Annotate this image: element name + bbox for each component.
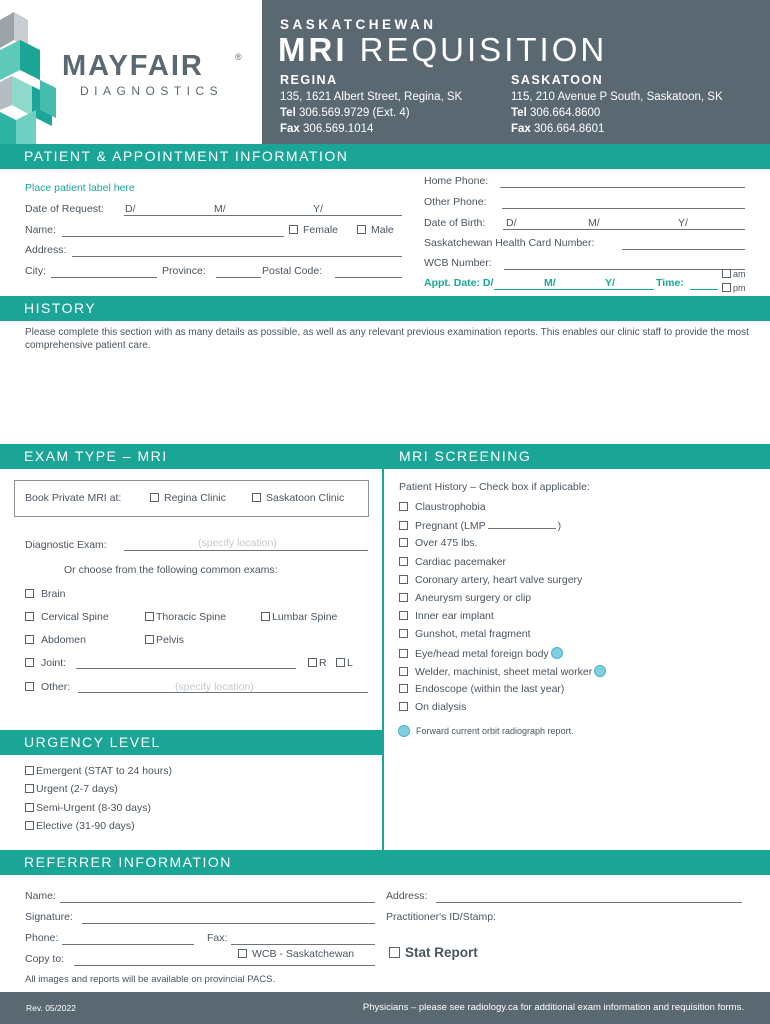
- screening-checkbox[interactable]: [399, 702, 408, 711]
- screening-footnote: Forward current orbit radiograph report.: [416, 726, 574, 736]
- screening-checkbox[interactable]: [399, 667, 408, 676]
- male-checkbox[interactable]: Male: [357, 224, 394, 236]
- screening-checkbox[interactable]: [399, 629, 408, 638]
- am-checkbox[interactable]: am: [722, 269, 746, 279]
- urgency-section-header: URGENCY LEVEL: [0, 730, 383, 755]
- screening-item[interactable]: [399, 519, 561, 532]
- lmp-field[interactable]: [488, 519, 556, 529]
- saskatoon-clinic-checkbox[interactable]: Saskatoon Clinic: [252, 492, 344, 504]
- address-field[interactable]: [72, 256, 402, 257]
- diagnostic-exam-hint: (specify location): [198, 537, 277, 549]
- city-label: City:: [25, 265, 46, 277]
- screening-item-label: Coronary artery, heart valve surgery: [415, 573, 583, 586]
- history-textarea[interactable]: [20, 355, 760, 440]
- home-phone-field[interactable]: [500, 187, 745, 188]
- ref-fax-field[interactable]: [231, 944, 375, 945]
- screening-checkbox[interactable]: [399, 502, 408, 511]
- name-field[interactable]: [62, 236, 284, 237]
- logo-area: [0, 0, 262, 145]
- thoracic-checkbox[interactable]: Thoracic Spine: [145, 611, 226, 623]
- joint-r-checkbox[interactable]: R: [308, 657, 327, 669]
- ref-copyto-field[interactable]: [74, 965, 375, 966]
- health-card-label: Saskatchewan Health Card Number:: [424, 237, 595, 249]
- pelvis-checkbox[interactable]: Pelvis: [145, 634, 184, 646]
- footnote-icon: [398, 725, 410, 738]
- screening-item[interactable]: [399, 701, 466, 713]
- logo-subtext: DIAGNOSTICS: [80, 84, 224, 98]
- form-title-light: REQUISITION: [359, 31, 608, 68]
- urgency-item-label: Semi-Urgent (8-30 days): [36, 801, 151, 814]
- screening-checkbox[interactable]: [399, 684, 408, 693]
- screening-subtitle: Patient History – Check box if applicable:: [399, 481, 590, 493]
- screening-item[interactable]: [399, 592, 531, 604]
- screening-item-label: Aneurysm surgery or clip: [415, 592, 532, 604]
- diagnostic-exam-label: Diagnostic Exam:: [25, 539, 107, 551]
- urgency-checkbox[interactable]: [25, 766, 34, 775]
- screening-item[interactable]: [399, 610, 494, 622]
- regina-location: [280, 73, 462, 137]
- history-section-header: HISTORY: [0, 296, 770, 321]
- revision-label: Rev. 05/2022: [26, 1003, 76, 1013]
- screening-item-label: Pregnant (LMP: [415, 520, 486, 533]
- dob-d: D/: [506, 217, 517, 229]
- regina-fax: Fax 306.569.1014: [280, 123, 374, 135]
- referrer-section-header: REFERRER INFORMATION: [0, 850, 770, 875]
- footer-bar: [0, 992, 770, 1024]
- postal-field[interactable]: [335, 277, 402, 278]
- dob-label: Date of Birth:: [424, 217, 486, 229]
- screening-item-label: Eye/head metal foreign body: [415, 647, 549, 660]
- ref-name-label: Name:: [25, 890, 56, 902]
- screening-item-label: Claustrophobia: [415, 501, 486, 513]
- ref-name-field[interactable]: [60, 902, 375, 903]
- appt-time-label: Time:: [656, 277, 684, 289]
- urgency-item[interactable]: [25, 783, 118, 795]
- dob-y: Y/: [678, 217, 688, 229]
- date-request-label: Date of Request:: [25, 203, 104, 215]
- other-field[interactable]: [78, 692, 368, 693]
- joint-l-checkbox[interactable]: L: [336, 657, 353, 669]
- health-card-field[interactable]: [622, 249, 745, 250]
- screening-checkbox[interactable]: [399, 538, 408, 547]
- saskatoon-address: 115, 210 Avenue P South, Saskatoon, SK: [511, 91, 723, 103]
- female-checkbox[interactable]: Female: [289, 224, 338, 236]
- orbit-radiograph-icon: [594, 665, 606, 677]
- ref-practitioner-label: Practitioner's ID/Stamp:: [386, 911, 496, 923]
- screening-item[interactable]: [399, 665, 606, 678]
- name-label: Name:: [25, 224, 56, 236]
- patient-label-placeholder: Place patient label here: [25, 182, 135, 194]
- wcb-sask-checkbox[interactable]: WCB - Saskatchewan: [238, 948, 354, 960]
- ref-phone-label: Phone:: [25, 932, 59, 944]
- address-label: Address:: [25, 244, 67, 256]
- screening-item[interactable]: [399, 683, 564, 695]
- screening-checkbox[interactable]: [399, 557, 408, 566]
- screening-item[interactable]: [399, 647, 563, 660]
- orbit-radiograph-icon: [551, 647, 563, 659]
- lumbar-checkbox[interactable]: Lumbar Spine: [261, 611, 337, 623]
- screening-checkbox[interactable]: [399, 649, 408, 658]
- screening-item[interactable]: [399, 574, 582, 586]
- appt-date-m: M/: [544, 277, 556, 289]
- saskatoon-tel: Tel 306.664.8600: [511, 107, 601, 119]
- header-province: SASKATCHEWAN: [280, 17, 437, 32]
- ref-address-field[interactable]: [436, 902, 742, 903]
- urgency-item[interactable]: [25, 765, 172, 777]
- book-private-label: Book Private MRI at:: [25, 492, 122, 504]
- appt-time-field[interactable]: [690, 289, 718, 290]
- postal-label: Postal Code:: [262, 265, 323, 277]
- screening-checkbox[interactable]: [399, 611, 408, 620]
- patient-section-header: PATIENT & APPOINTMENT INFORMATION: [0, 144, 770, 169]
- dob-field[interactable]: [503, 229, 745, 230]
- diagnostic-exam-field[interactable]: [124, 550, 368, 551]
- other-checkbox[interactable]: Other:: [25, 681, 70, 693]
- history-instructions: Please complete this section with as many details as possible, as well as any relevant previous examination reports. This enables our clinic staff to provide the most comprehensive patient care.: [25, 327, 749, 351]
- appt-date-label: Appt. Date: D/: [424, 277, 494, 289]
- abdomen-checkbox[interactable]: Abdomen: [25, 634, 86, 646]
- screening-section-header: MRI SCREENING: [383, 444, 770, 469]
- city-field[interactable]: [51, 277, 157, 278]
- screening-item[interactable]: [399, 501, 486, 513]
- regina-tel: Tel 306.569.9729 (Ext. 4): [280, 107, 410, 119]
- screening-item-label: Over 475 lbs.: [415, 537, 478, 550]
- header-panel: [262, 0, 770, 145]
- screening-item-label: Cardiac pacemaker: [415, 555, 507, 568]
- logo-text: MAYFAIR: [62, 50, 204, 82]
- saskatoon-fax: Fax 306.664.8601: [511, 123, 605, 135]
- dob-m: M/: [588, 217, 600, 229]
- province-field[interactable]: [216, 277, 261, 278]
- screening-checkbox[interactable]: [399, 593, 408, 602]
- regina-clinic-checkbox[interactable]: Regina Clinic: [150, 492, 226, 504]
- screening-checkbox[interactable]: [399, 575, 408, 584]
- urgency-item-label: Elective (31-90 days): [36, 819, 135, 832]
- lmp-close: ): [557, 520, 562, 533]
- pm-checkbox[interactable]: pm: [722, 283, 746, 293]
- urgency-item-label: Emergent (STAT to 24 hours): [36, 765, 172, 777]
- stat-report-checkbox[interactable]: Stat Report: [389, 945, 478, 960]
- screening-item-label: Gunshot, metal fragment: [415, 628, 531, 641]
- form-title-bold: MRI: [278, 31, 348, 68]
- date-request-field[interactable]: [124, 215, 402, 216]
- common-exams-label: Or choose from the following common exams:: [64, 564, 278, 576]
- wcb-field[interactable]: [504, 269, 745, 270]
- ref-fax-label: Fax:: [207, 932, 228, 944]
- brain-checkbox[interactable]: Brain: [25, 588, 66, 600]
- urgency-checkbox[interactable]: [25, 784, 34, 793]
- home-phone-label: Home Phone:: [424, 175, 489, 187]
- urgency-item[interactable]: [25, 820, 135, 832]
- date-request-y: Y/: [313, 203, 323, 215]
- screening-item[interactable]: [399, 537, 477, 549]
- screening-divider: [382, 469, 384, 850]
- province-label: Province:: [162, 265, 206, 277]
- regina-heading: REGINA: [280, 73, 338, 87]
- other-phone-field[interactable]: [502, 208, 745, 209]
- screening-item-label: Welder, machinist, sheet metal worker: [415, 665, 593, 678]
- other-hint: (specify location): [175, 681, 254, 693]
- urgency-item-label: Urgent (2-7 days): [36, 783, 118, 796]
- joint-field[interactable]: [76, 668, 296, 669]
- appt-date-field[interactable]: [494, 289, 654, 290]
- screening-item[interactable]: [399, 628, 531, 640]
- pacs-note: All images and reports will be available on provincial PACS.: [25, 974, 276, 985]
- registered-mark: ®: [235, 52, 242, 62]
- ref-phone-field[interactable]: [62, 944, 194, 945]
- wcb-label: WCB Number:: [424, 257, 492, 269]
- screening-item-label: On dialysis: [415, 701, 467, 714]
- screening-item-label: Endoscope (within the last year): [415, 683, 565, 695]
- footer-note: Physicians – please see radiology.ca for additional exam information and requisition forms.: [362, 1002, 744, 1013]
- ref-copyto-label: Copy to:: [25, 953, 65, 965]
- cervical-checkbox[interactable]: Cervical Spine: [25, 611, 109, 623]
- urgency-checkbox[interactable]: [25, 803, 34, 812]
- saskatoon-location: [511, 73, 723, 137]
- screening-item-label: Inner ear implant: [415, 610, 494, 623]
- urgency-checkbox[interactable]: [25, 821, 34, 830]
- screening-item[interactable]: [399, 556, 506, 568]
- form-title: [278, 31, 607, 69]
- regina-address: 135, 1621 Albert Street, Regina, SK: [280, 91, 463, 103]
- ref-signature-field[interactable]: [82, 923, 375, 924]
- ref-address-label: Address:: [386, 890, 428, 902]
- ref-signature-label: Signature:: [25, 911, 73, 923]
- joint-checkbox[interactable]: Joint:: [25, 657, 66, 669]
- other-phone-label: Other Phone:: [424, 196, 487, 208]
- exam-section-header: EXAM TYPE – MRI: [0, 444, 383, 469]
- date-request-m: M/: [214, 203, 226, 215]
- urgency-item[interactable]: [25, 802, 151, 814]
- saskatoon-heading: SASKATOON: [511, 73, 604, 87]
- appt-date-y: Y/: [605, 277, 615, 289]
- date-request-d: D/: [125, 203, 136, 215]
- screening-checkbox[interactable]: [399, 521, 408, 530]
